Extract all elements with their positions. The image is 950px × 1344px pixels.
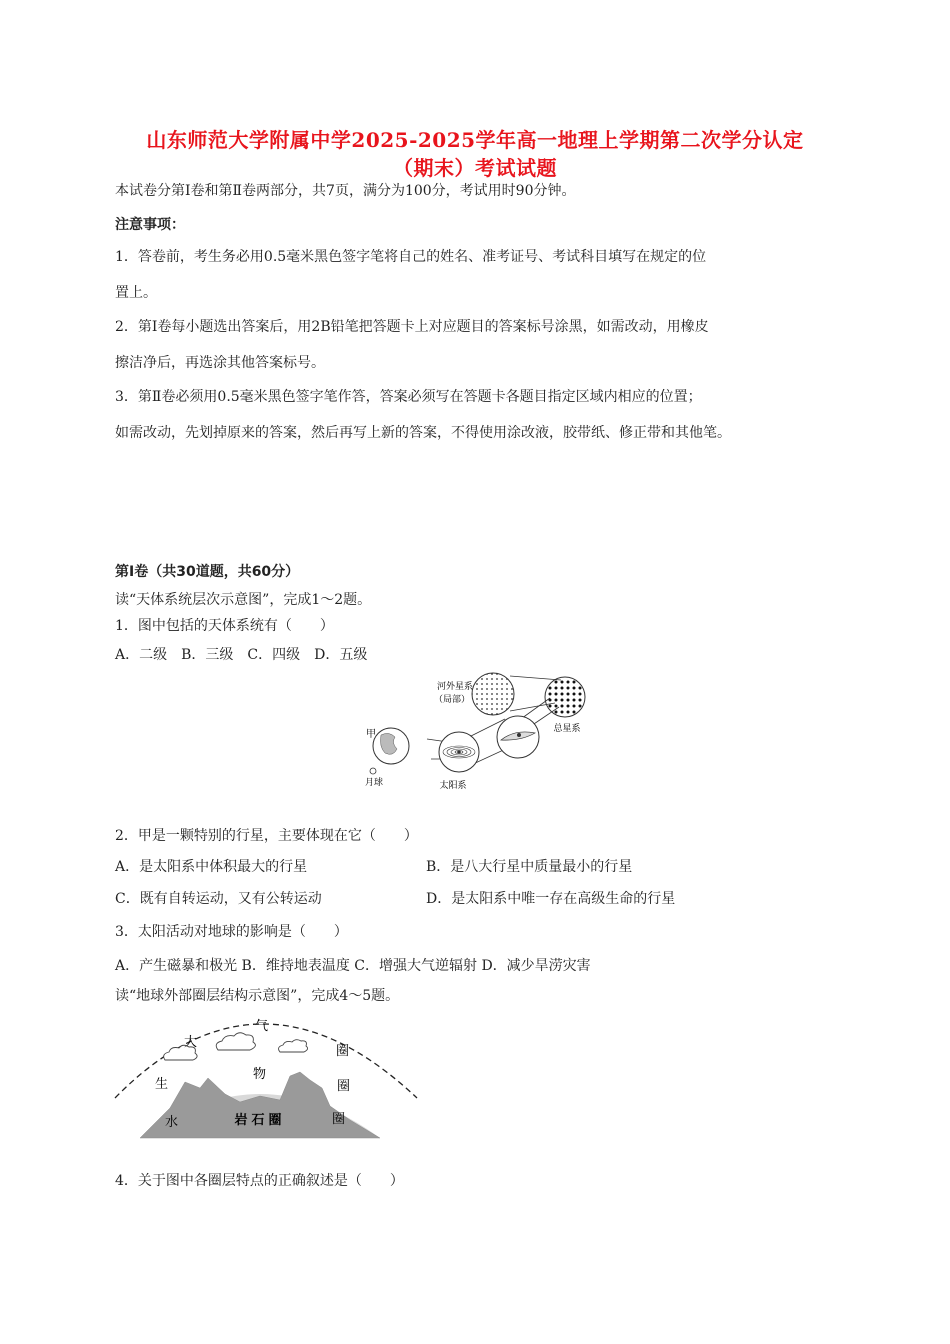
- notice-item-1: 1．答卷前，考生务必用0.5毫米黑色签字笔将自己的姓名、准考证号、考试科目填写在规定的位: [115, 249, 707, 265]
- label-moon: 月球: [365, 778, 384, 788]
- question-2-option-b: B．是八大行星中质量最小的行星: [426, 859, 633, 875]
- label-solar-system: 太阳系: [439, 781, 467, 791]
- notice-heading: 注意事项：: [115, 217, 185, 233]
- char-qi: 气: [255, 1019, 269, 1034]
- notice-item-3-cont: 如需改动，先划掉原来的答案，然后再写上新的答案，不得使用涂改液，胶带纸、修正带和其他笔。: [115, 425, 731, 441]
- question-4: 4．关于图中各圈层特点的正确叙述是（ ）: [115, 1173, 404, 1189]
- question-1-options: A．二级 B．三级 C．四级 D．五级: [115, 647, 368, 663]
- char-da: 大: [184, 1035, 198, 1050]
- read-instruction-1: 读“天体系统层次示意图”，完成1～2题。: [115, 592, 372, 608]
- galaxy-circle: [472, 673, 514, 715]
- notice-item-2-cont: 擦洁净后，再选涂其他答案标号。: [115, 355, 325, 371]
- intro-text: 本试卷分第Ⅰ卷和第Ⅱ卷两部分，共7页，满分为100分，考试用时90分钟。: [115, 183, 576, 199]
- notice-item-3: 3．第Ⅱ卷必须用0.5毫米黑色签字笔作答，答案必须写在答题卡各题目指定区域内相应的位置；: [115, 389, 702, 405]
- question-3: 3．太阳活动对地球的影响是（ ）: [115, 924, 348, 940]
- section-heading: 第Ⅰ卷（共30道题，共60分）: [115, 564, 300, 580]
- char-wu: 物: [253, 1067, 267, 1082]
- read-instruction-2: 读“地球外部圈层结构示意图”，完成4～5题。: [115, 988, 400, 1004]
- notice-item-1-cont: 置上。: [115, 285, 157, 301]
- label-lithosphere: 岩石圈: [234, 1113, 286, 1128]
- char-quan-atmosphere: 圈: [336, 1044, 350, 1059]
- question-2-option-d: D．是太阳系中唯一存在高级生命的行星: [426, 891, 676, 907]
- question-2: 2．甲是一颗特别的行星，主要体现在它（ ）: [115, 828, 418, 844]
- universe-circle: [545, 677, 585, 717]
- page-subtitle: （期末）考试试题: [393, 156, 557, 180]
- page-title: 山东师范大学附属中学2025-2025学年高一地理上学期第二次学分认定: [146, 128, 804, 152]
- notice-item-2: 2．第Ⅰ卷每小题选出答案后，用2B铅笔把答题卡上对应题目的答案标号涂黑，如需改动，用橡皮: [115, 319, 709, 335]
- cloud-middle: [216, 1033, 255, 1050]
- char-quan-hydrosphere: 圈: [332, 1112, 346, 1127]
- char-quan-biosphere: 圈: [337, 1079, 351, 1094]
- earth-spheres-diagram: [110, 1010, 430, 1140]
- char-sheng: 生: [155, 1077, 169, 1092]
- question-2-option-c: C．既有自转运动，又有公转运动: [115, 891, 322, 907]
- celestial-system-diagram: [355, 667, 605, 797]
- label-galaxy-outer: 河外星系: [436, 682, 473, 692]
- label-partial: （局部）: [433, 695, 471, 705]
- cloud-right: [279, 1040, 308, 1052]
- question-2-option-a: A．是太阳系中体积最大的行星: [115, 859, 308, 875]
- question-3-options: A．产生磁暴和极光 B．维持地表温度 C．增强大气逆辐射 D．减少旱涝灾害: [115, 958, 591, 974]
- label-universe: 总星系: [553, 724, 581, 734]
- question-1: 1．图中包括的天体系统有（ ）: [115, 618, 334, 634]
- label-jia: 甲: [366, 729, 376, 740]
- moon-dot: [370, 768, 376, 774]
- char-shui: 水: [165, 1115, 179, 1130]
